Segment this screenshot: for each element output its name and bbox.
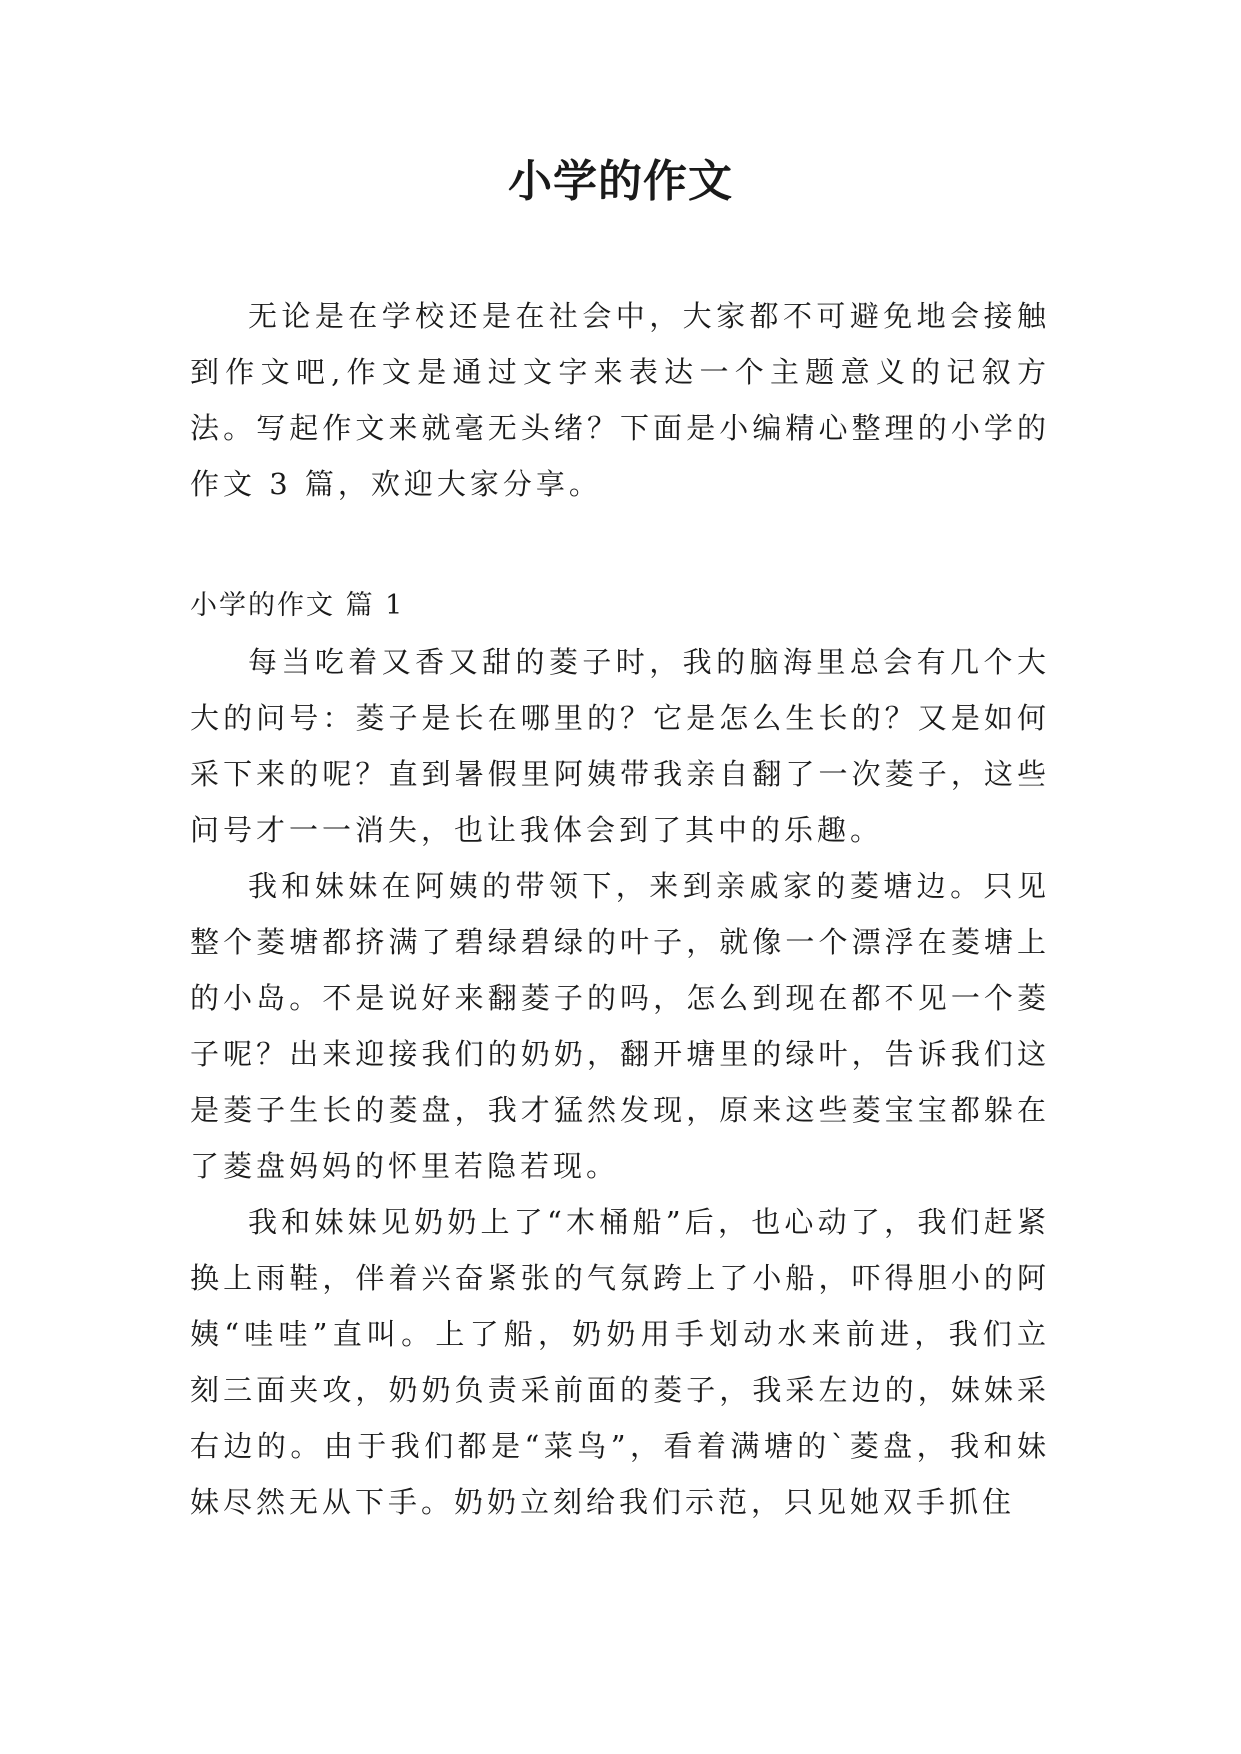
intro-block: [190, 288, 1050, 512]
section-1: [190, 578, 1050, 1530]
section-paragraph-2: 我和妹妹在阿姨的带领下，来到亲戚家的菱塘边。只见整个菱塘都挤满了碧绿碧绿的叶子，就像一个漂浮在菱塘上的小岛。不是说好来翻菱子的吗，怎么到现在都不见一个菱子呢？出来迎接我们的奶奶，翻开塘里的绿叶，告诉我们这是菱子生长的菱盘，我才猛然发现，原来这些菱宝宝都躲在了菱盘妈妈的怀里若隐若现。: [190, 869, 1050, 1183]
section-paragraph-3: 我和妹妹见奶奶上了“木桶船”后，也心动了，我们赶紧换上雨鞋，伴着兴奋紧张的气氛跨上了小船，吓得胆小的阿姨“哇哇”直叫。上了船，奶奶用手划动水来前进，我们立刻三面夹攻，奶奶负责采前面的菱子，我采左边的，妹妹采右边的。由于我们都是“菜鸟”，看着满塘的`菱盘，我和妹妹尽然无从下手。奶奶立刻给我们示范，只见她双手抓住: [190, 1205, 1050, 1519]
section-paragraph-1: 每当吃着又香又甜的菱子时，我的脑海里总会有几个大大的问号：菱子是长在哪里的？它是怎么生长的？又是如何采下来的呢？直到暑假里阿姨带我亲自翻了一次菱子，这些问号才一一消失，也让我体会到了其中的乐趣。: [190, 645, 1050, 847]
intro-paragraph: 无论是在学校还是在社会中，大家都不可避免地会接触到作文吧,作文是通过文字来表达一个主题意义的记叙方法。写起作文来就毫无头绪？下面是小编精心整理的小学的作文 3 篇，欢迎大家分享。: [190, 299, 1050, 501]
section-heading: 小学的作文 篇 1: [190, 590, 405, 621]
document-title: 小学的作文: [508, 156, 733, 207]
